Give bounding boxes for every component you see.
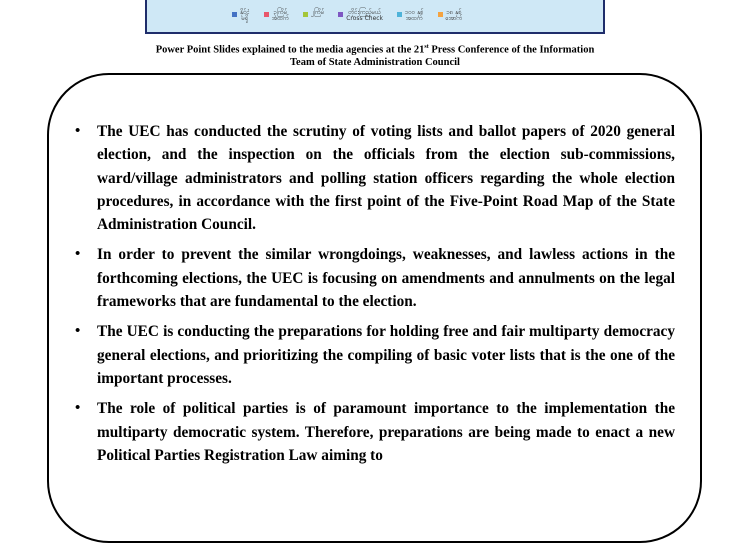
bullet-item: • The UEC is conducting the preparations for holding free and fair multiparty democracy general elections, and prioritizing the compiling of basic voter lists that is the one of the important processes. — [75, 320, 675, 390]
caption-ordinal-suffix: st — [424, 44, 429, 50]
legend-swatch — [303, 12, 308, 17]
legend-swatch — [264, 12, 269, 17]
legend-label: ၃ကြိမ် အထက် — [271, 9, 289, 22]
legend-item — [264, 10, 289, 22]
bullet-item: • In order to prevent the similar wrongdoings, weaknesses, and lawless actions in the forthcoming elections, the UEC is focusing on amendments and annulments on the legal frameworks that are fundamental to the election. — [75, 243, 675, 313]
legend-label: တိုင်းကြည့်မယ် Cross Check — [346, 9, 384, 22]
legend-swatch — [232, 12, 237, 17]
legend-item — [338, 10, 383, 22]
caption-text: Press Conference of the Information — [428, 44, 595, 56]
caption-text: Power Point Slides explained to the media agencies at the 21 — [155, 44, 425, 56]
legend-swatch — [438, 12, 443, 17]
legend-swatch — [338, 12, 343, 17]
caption-line-2: Team of State Administration Council — [290, 56, 460, 68]
bullet-list — [75, 120, 675, 474]
bullet-item: • The UEC has conducted the scrutiny of voting lists and ballot papers of 2020 general election, and the inspection on the officials from the election sub-commissions, ward/village administrators and polling station officers regarding the whole election procedures, in accordance with the first point of the Five-Point Road Map of the State Administration Council. — [75, 120, 675, 236]
legend-label: ၁၈ နှစ် အောက် — [445, 9, 463, 22]
chart-legend — [232, 10, 462, 32]
legend-label: ၁၀၀ နှစ် အထက် — [405, 9, 424, 22]
legend-label: ၂ကြိမ် — [310, 9, 325, 16]
figure-caption — [0, 41, 750, 69]
legend-swatch — [397, 12, 402, 17]
bullet-item: • The role of political parties is of paramount importance to the implementation the multiparty democratic system. Therefore, preparations are being made to enact a new Political Parties Registration Law aiming to — [75, 397, 675, 467]
caption-line-1 — [0, 41, 750, 57]
legend-label: နိုင်ငံ မရှိ — [240, 9, 250, 22]
legend-item — [397, 10, 424, 22]
legend-item — [303, 10, 324, 17]
legend-item — [438, 10, 463, 22]
legend-item — [232, 10, 250, 22]
